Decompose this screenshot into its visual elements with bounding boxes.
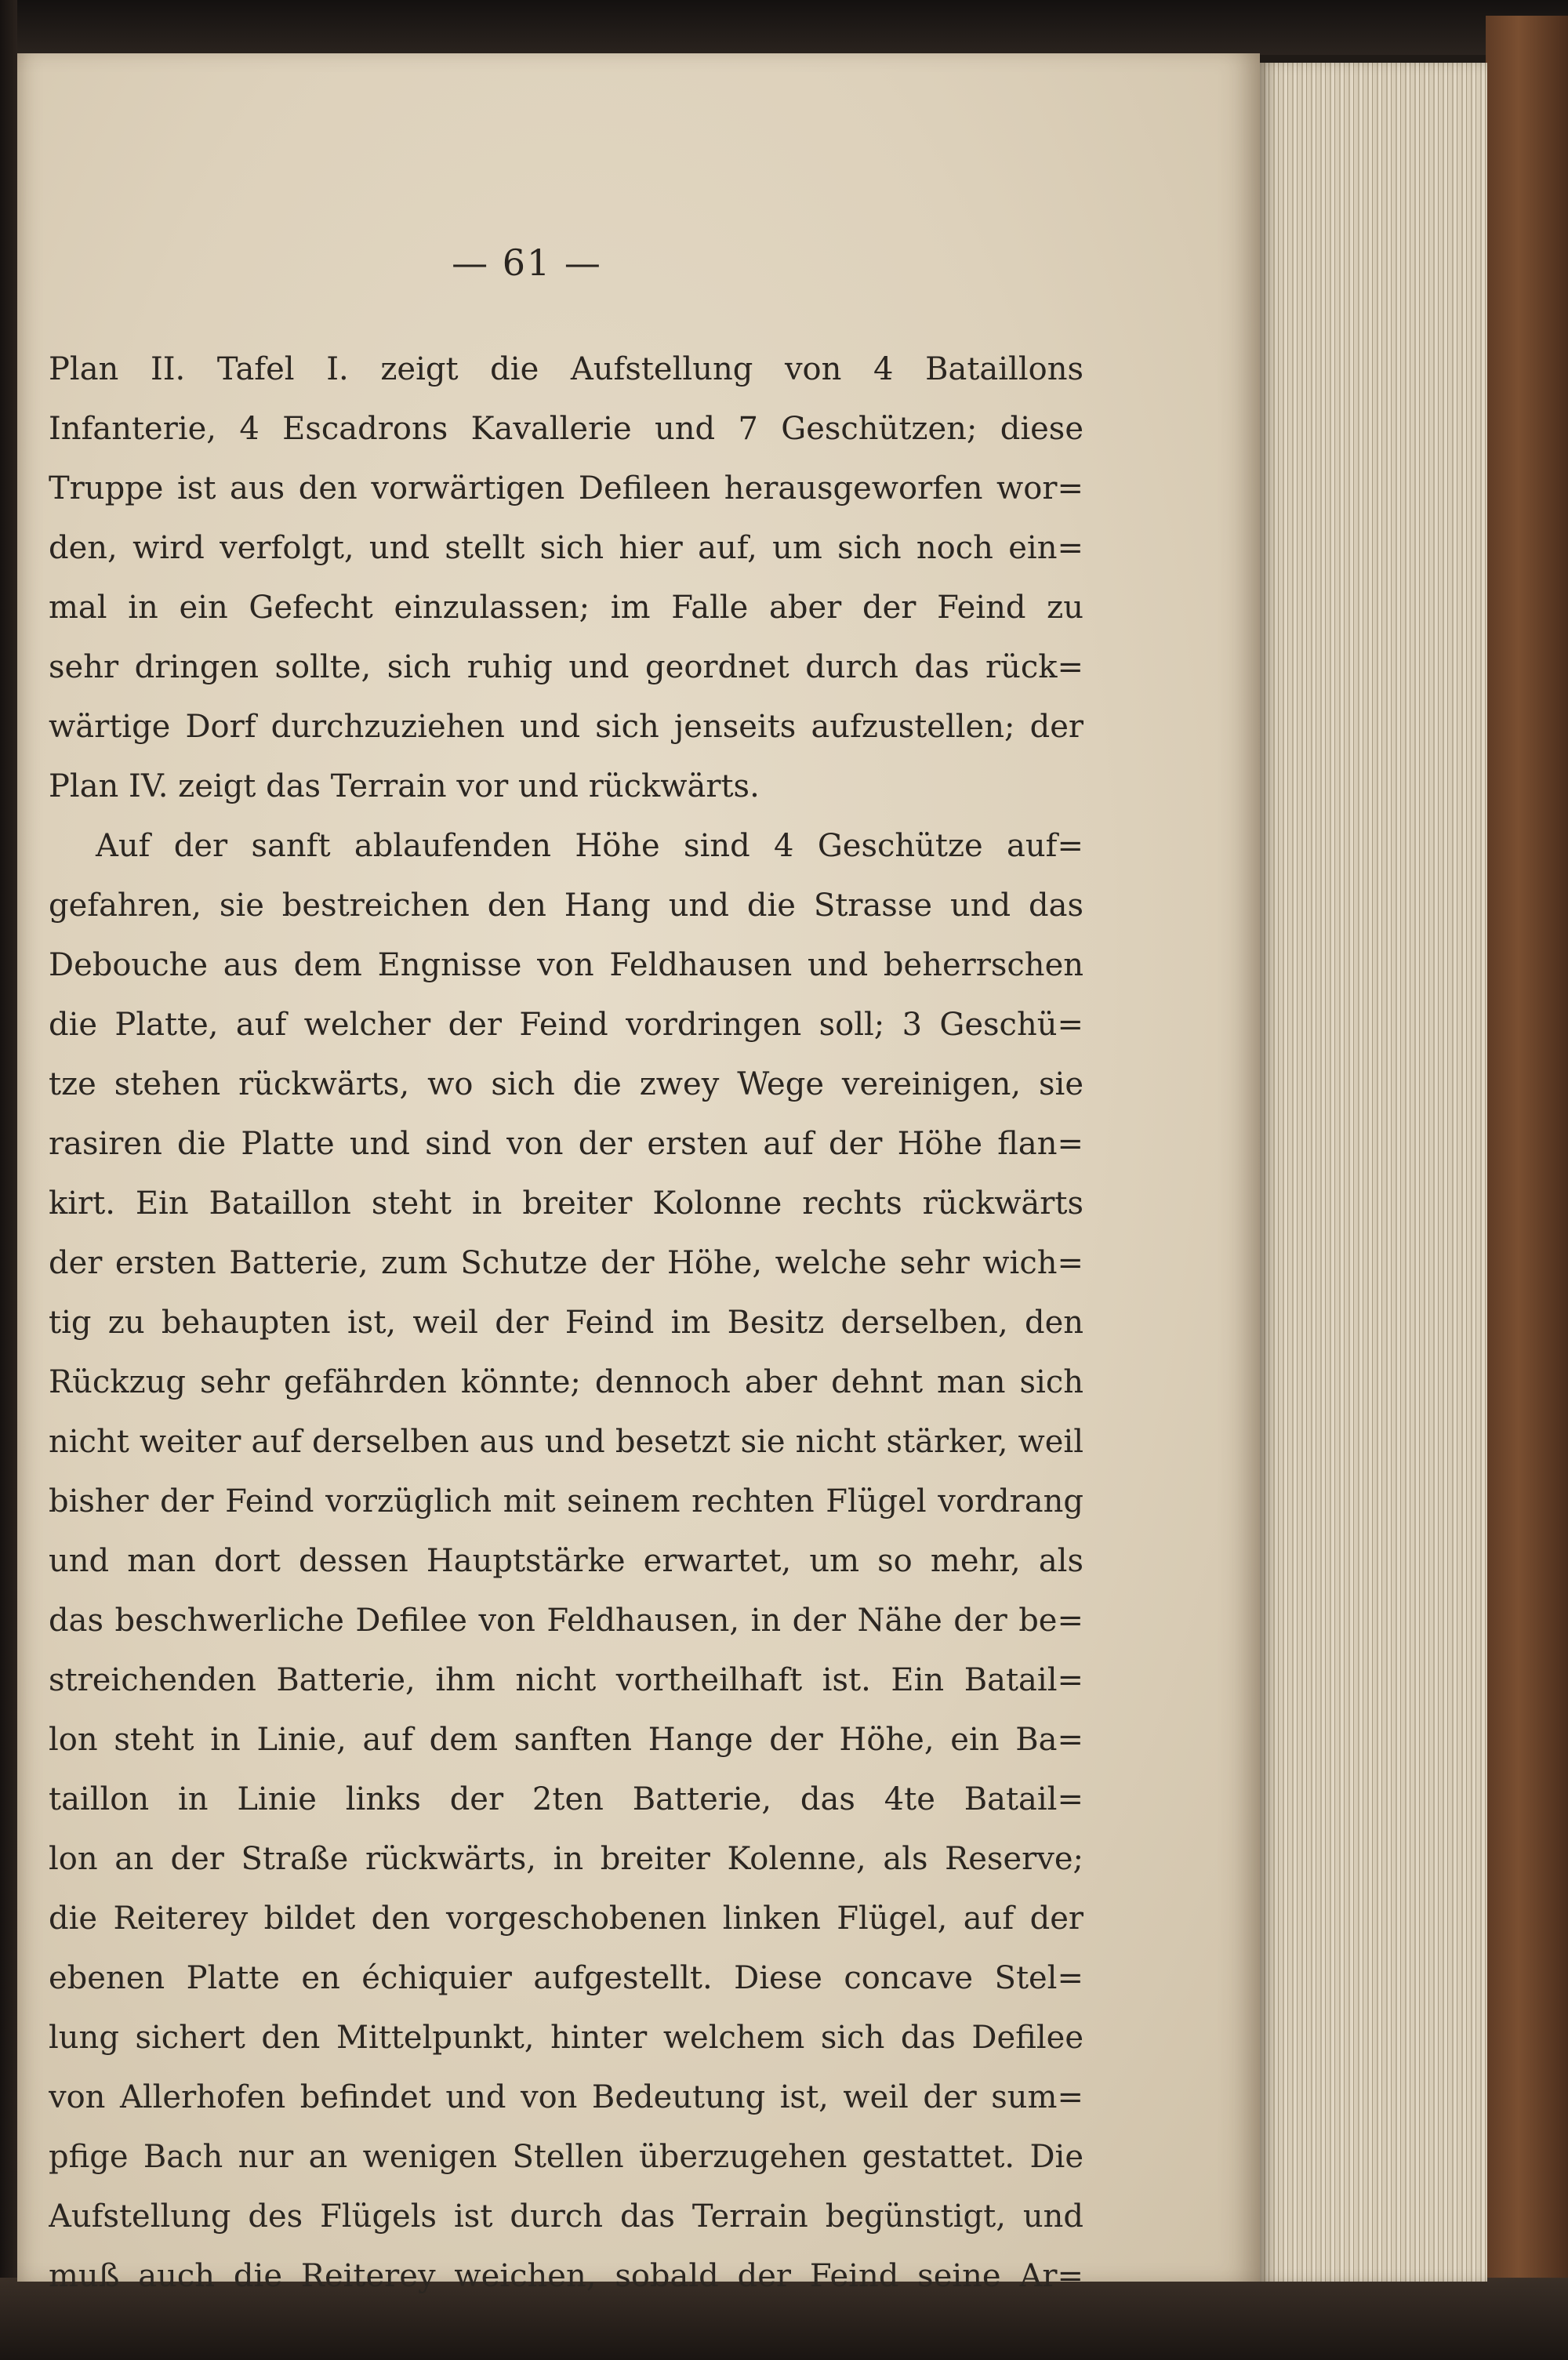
text-line: Aufstellung des Flügels ist durch das Terrain begünstigt, und: [49, 2198, 1083, 2235]
text-line: Auf der sanft ablaufenden Höhe sind 4 Geschütze auf=: [96, 828, 1083, 864]
text-line: pfige Bach nur an wenigen Stellen überzugehen gestattet. Die: [49, 2139, 1083, 2175]
text-line: die Platte, auf welcher der Feind vordringen soll; 3 Geschü=: [49, 1007, 1083, 1043]
text-line: die Reiterey bildet den vorgeschobenen linken Flügel, auf der: [49, 1901, 1083, 1937]
text-line: lung sichert den Mittelpunkt, hinter welchem sich das Defilee: [49, 2020, 1083, 2056]
book-cover-left: [0, 0, 17, 2360]
text-line: und man dort dessen Hauptstärke erwartet, um so mehr, als: [49, 1543, 1083, 1579]
text-line: nicht weiter auf derselben aus und besetzt sie nicht stärker, weil: [49, 1424, 1083, 1460]
text-line: Infanterie, 4 Escadrons Kavallerie und 7 Geschützen; diese: [49, 411, 1083, 447]
page-number-header: — 61 —: [452, 241, 602, 284]
text-line: Plan IV. zeigt das Terrain vor und rückwärts.: [49, 768, 760, 804]
book-cover-right: [1486, 16, 1568, 2289]
text-line: tze stehen rückwärts, wo sich die zwey Wege vereinigen, sie: [49, 1066, 1083, 1102]
text-line: lon steht in Linie, auf dem sanften Hange der Höhe, ein Ba=: [49, 1722, 1083, 1758]
text-line: tig zu behaupten ist, weil der Feind im Besitz derselben, den: [49, 1305, 1083, 1341]
text-line: muß auch die Reiterey weichen, sobald der Feind seine Ar=: [49, 2258, 1083, 2294]
text-line: den, wird verfolgt, und stellt sich hier auf, um sich noch ein=: [49, 530, 1083, 566]
text-line: kirt. Ein Bataillon steht in breiter Kolonne rechts rückwärts: [49, 1185, 1083, 1222]
text-line: gefahren, sie bestreichen den Hang und die Strasse und das: [49, 888, 1083, 924]
book-page: [17, 53, 1260, 2294]
text-line: bisher der Feind vorzüglich mit seinem rechten Flügel vordrang: [49, 1483, 1083, 1519]
text-line: lon an der Straße rückwärts, in breiter Kolenne, als Reserve;: [49, 1841, 1083, 1877]
text-line: von Allerhofen befindet und von Bedeutung ist, weil der sum=: [49, 2079, 1083, 2115]
book-cover-top: [0, 0, 1568, 55]
text-line: streichenden Batterie, ihm nicht vortheilhaft ist. Ein Batail=: [49, 1662, 1083, 1698]
text-line: Rückzug sehr gefährden könnte; dennoch aber dehnt man sich: [49, 1364, 1083, 1400]
text-line: Truppe ist aus den vorwärtigen Defileen herausgeworfen wor=: [49, 470, 1083, 506]
text-line: wärtige Dorf durchzuziehen und sich jenseits aufzustellen; der: [49, 709, 1083, 745]
text-line: der ersten Batterie, zum Schutze der Höhe, welche sehr wich=: [49, 1245, 1083, 1281]
text-line: mal in ein Gefecht einzulassen; im Falle aber der Feind zu: [49, 590, 1083, 626]
text-line: taillon in Linie links der 2ten Batterie, das 4te Batail=: [49, 1781, 1083, 1817]
text-line: sehr dringen sollte, sich ruhig und geordnet durch das rück=: [49, 649, 1083, 685]
text-line: das beschwerliche Defilee von Feldhausen, in der Nähe der be=: [49, 1603, 1083, 1639]
text-line: ebenen Platte en échiquier aufgestellt. Diese concave Stel=: [49, 1960, 1083, 1996]
text-line: Debouche aus dem Engnisse von Feldhausen und beherrschen: [49, 947, 1083, 983]
text-line: Plan II. Tafel I. zeigt die Aufstellung von 4 Bataillons: [49, 351, 1083, 387]
page-edges: [1260, 63, 1487, 2282]
text-line: rasiren die Platte und sind von der ersten auf der Höhe flan=: [49, 1126, 1083, 1162]
body-text: [49, 339, 1083, 2306]
